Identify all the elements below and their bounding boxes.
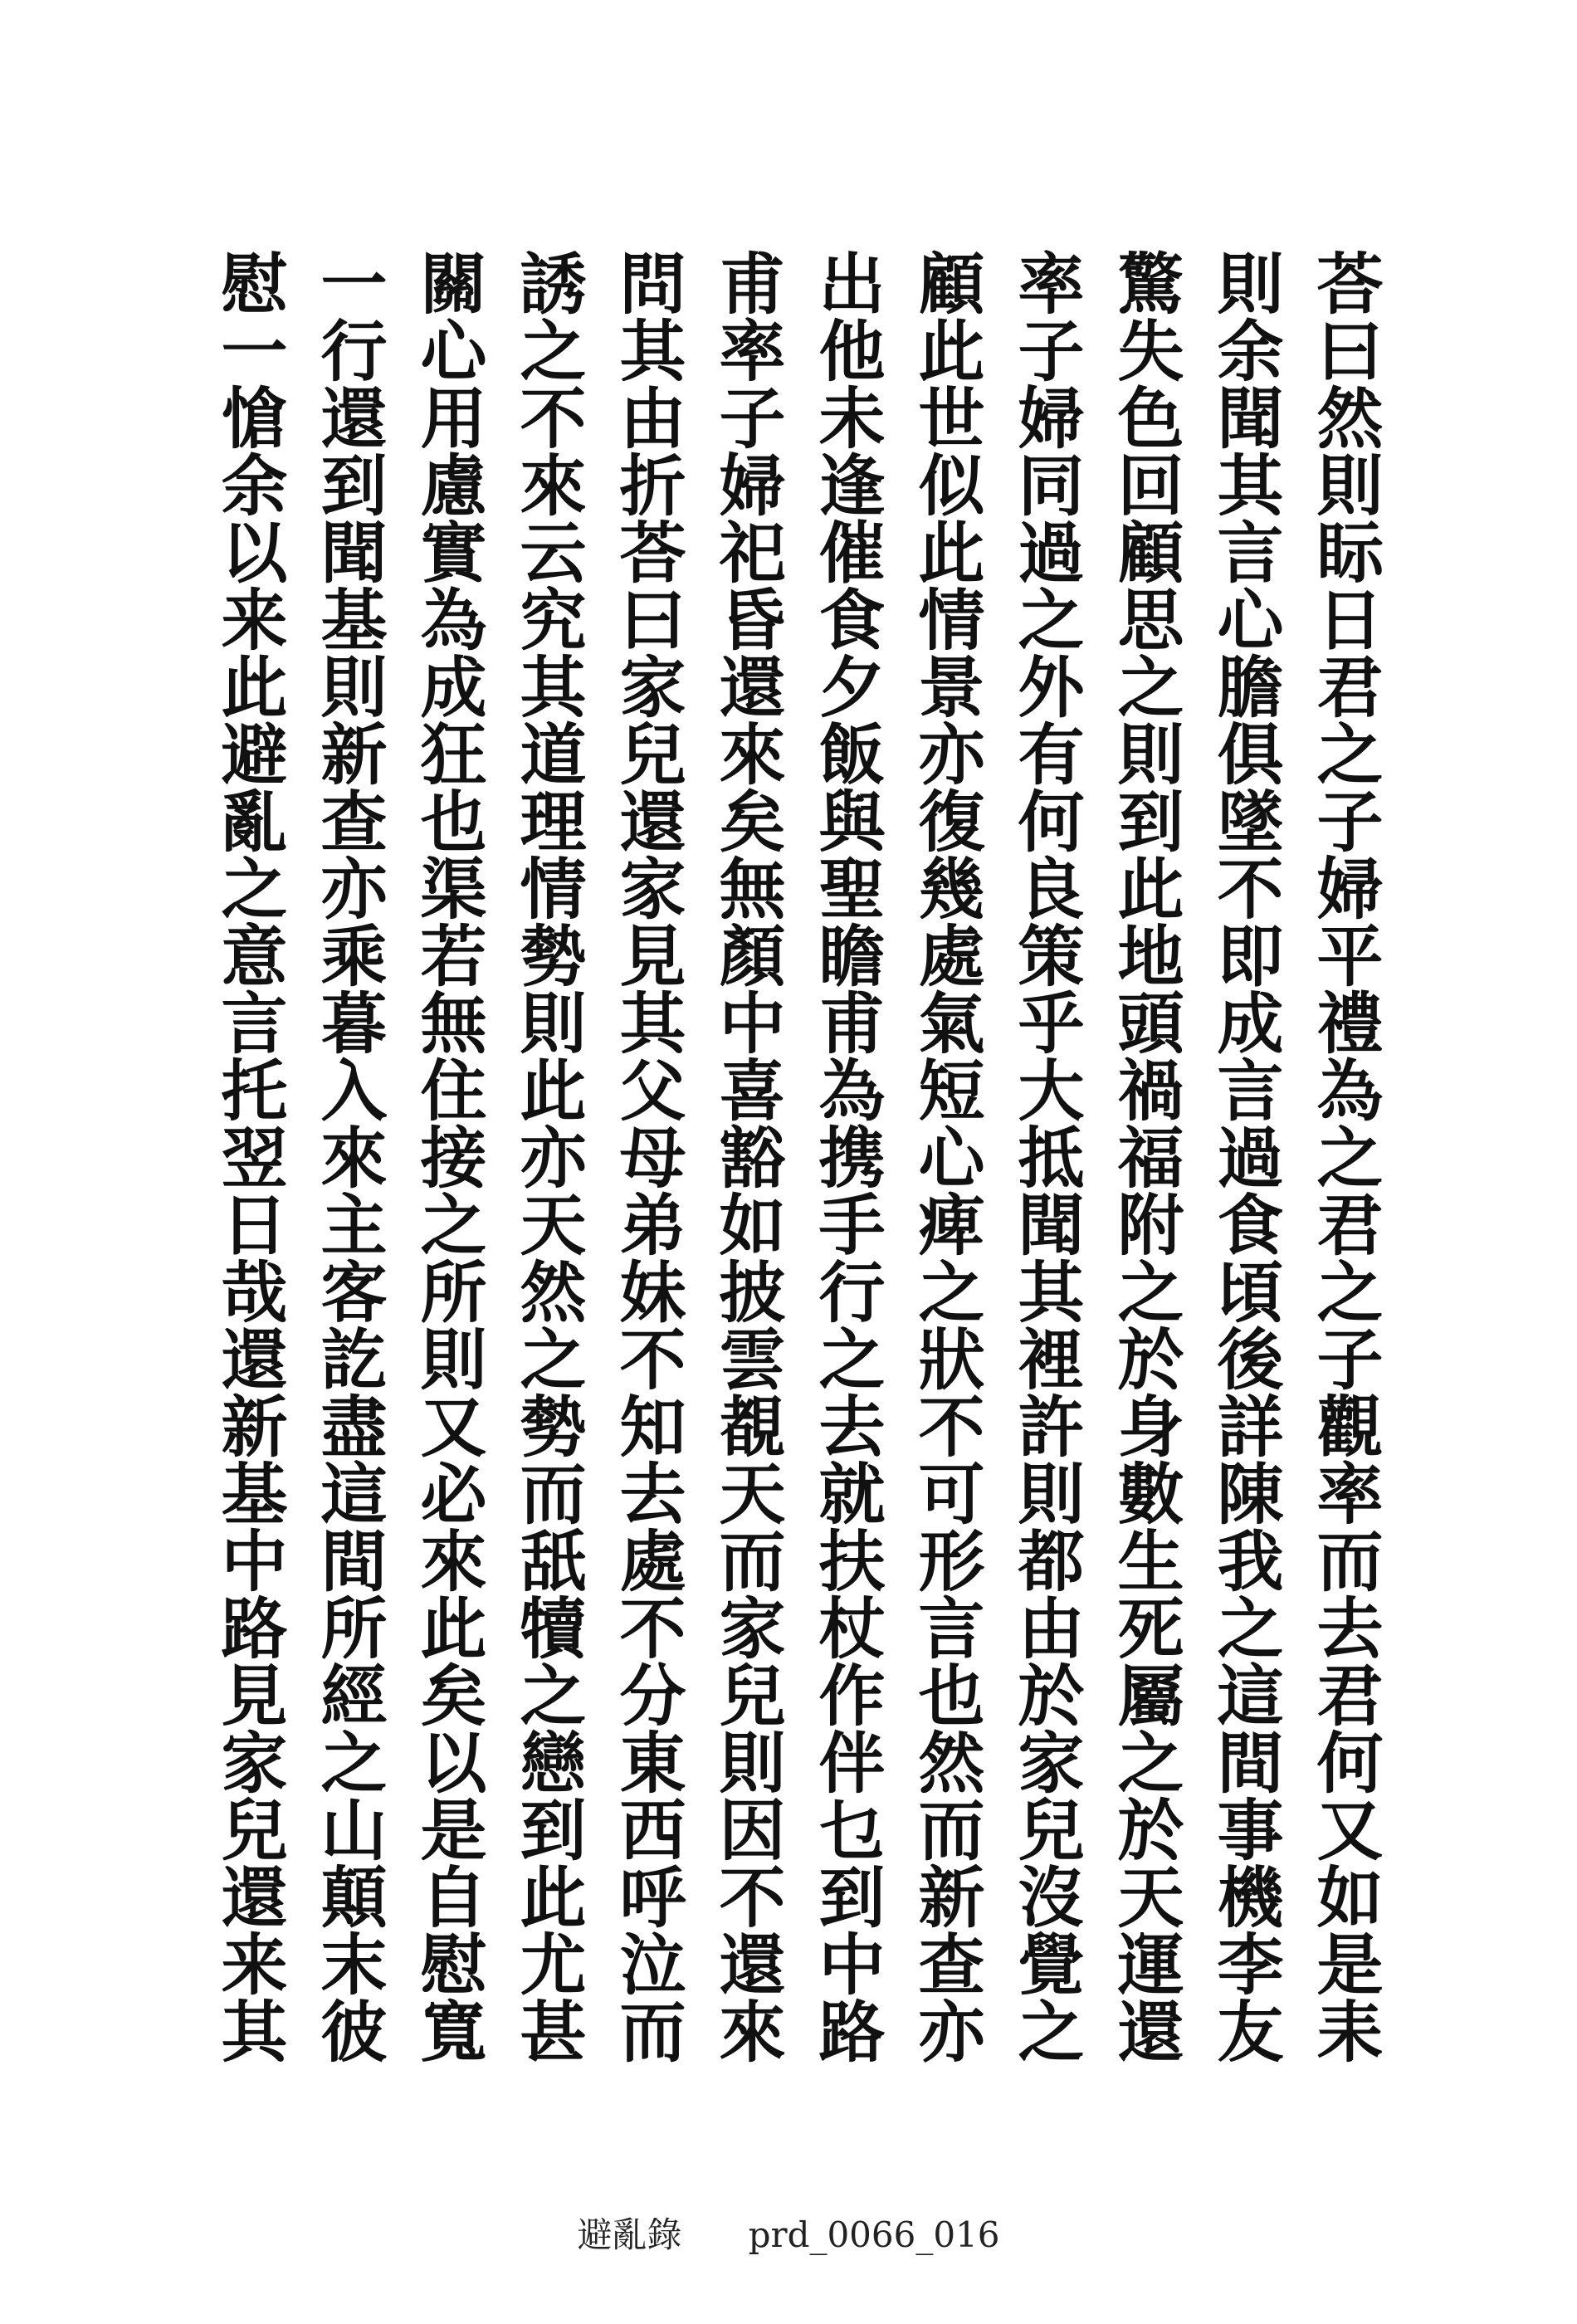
text-column-3: 驚失色回顧思之則到此地頭禍福附之於身數生死屬之於天運還	[1106, 249, 1184, 2064]
text-column-11: 一行還到聞基則新查亦乘暮入來主客訖盡這間所經之山顛末彼	[310, 249, 388, 2064]
manuscript-text-block	[208, 249, 1386, 2116]
footer-page-id: prd_0066_016	[748, 2214, 1000, 2255]
page-footer	[0, 2208, 1577, 2258]
text-column-1: 荅曰然則眎日君之子婦平禮為之君之子觀率而去君何又如是耒	[1306, 249, 1384, 2064]
text-column-9: 誘之不來云究其道理情勢則此亦天然之勢而舐犢之戀到此尤甚	[509, 249, 587, 2064]
text-column-4: 率子婦同過之外有何良策乎大抵聞其裡許則都由於家兒沒覺之	[1007, 249, 1085, 2064]
footer-title: 避亂錄	[577, 2214, 682, 2255]
text-column-10: 關心用慮實為成狂也渠若無住接之所則又必來此矣以是自慰寬	[409, 249, 487, 2064]
text-column-7: 甫率子婦祀昏還來矣無顏中喜豁如披雲覩天而家兒則因不還來	[708, 249, 786, 2064]
text-column-8: 問其由折荅曰家兒還家見其父母弟妹不知去處不分東西呼泣而	[608, 249, 686, 2064]
text-column-6: 出他未逢催食夕飯與聖瞻甫為携手行之去就扶杖作伴乜到中路	[808, 249, 886, 2064]
text-column-12: 慰一愴余以来此避亂之意言托翌日哉還新基中路見家兒還来其	[210, 249, 288, 2064]
text-column-5: 顧此世似此情景亦復幾處氣短心痺之狀不可形言也然而新查亦	[907, 249, 985, 2064]
text-column-2: 則余聞其言心膽俱墜不即成言過食頃後詳陳我之這間事機李友	[1206, 249, 1284, 2064]
